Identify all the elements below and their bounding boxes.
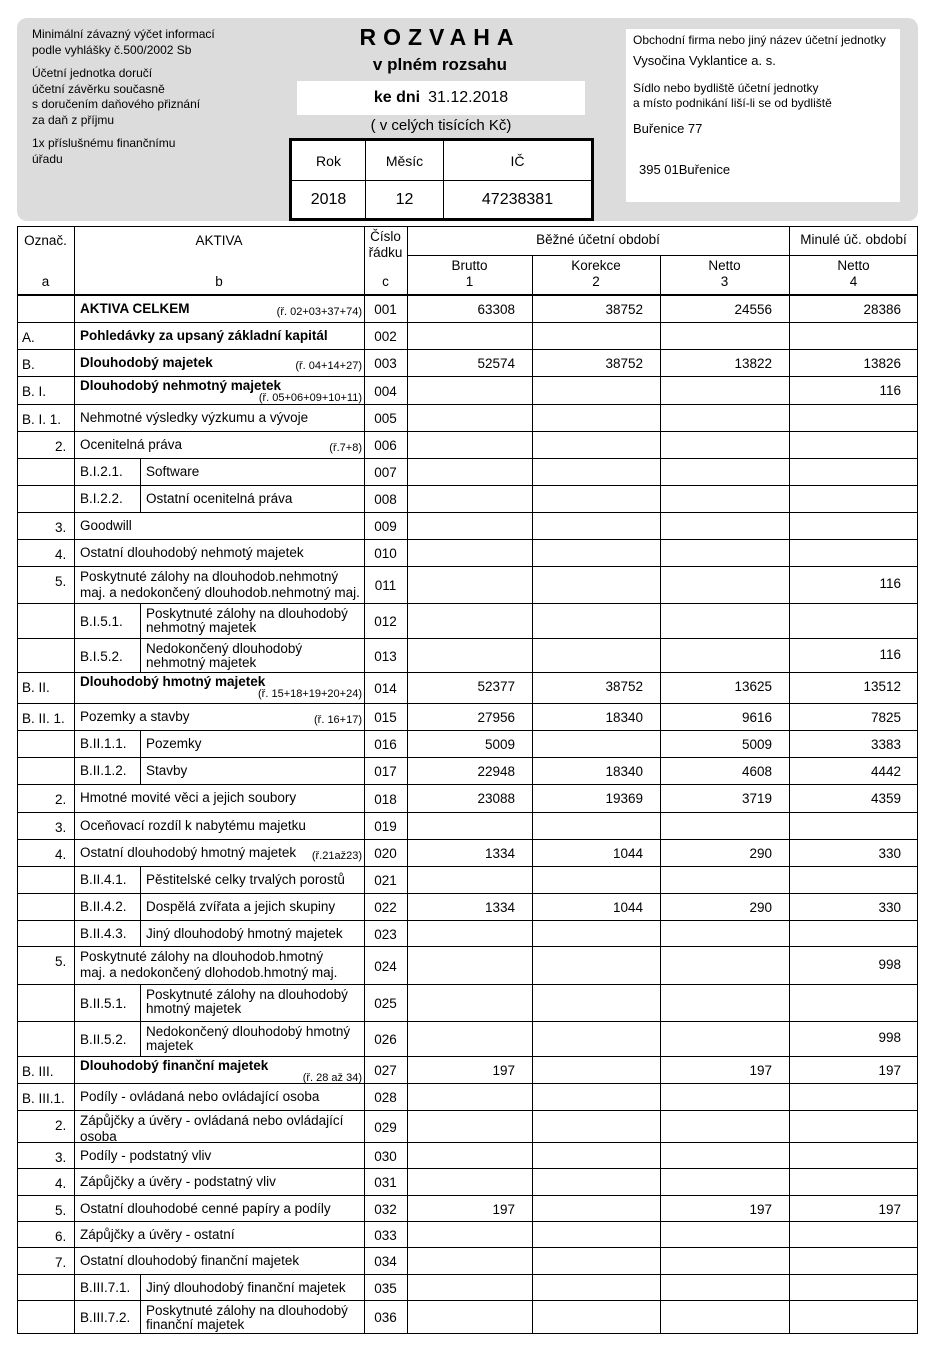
table-rule [140, 1301, 141, 1334]
value-brutto: 52574 [477, 356, 515, 371]
table-rule [17, 1056, 918, 1057]
row-number: 011 [374, 578, 397, 593]
row-subcode: B.III.7.2. [80, 1310, 131, 1325]
row-number: 016 [374, 737, 397, 752]
legal-notice-line: úřadu [32, 151, 63, 166]
row-number: 019 [374, 819, 397, 834]
row-subcode: B.II.4.3. [80, 926, 127, 941]
row-number: 020 [374, 846, 397, 861]
value-netto-prev: 7825 [870, 710, 901, 725]
value-netto-prev: 330 [878, 900, 901, 915]
value-korekce: 38752 [605, 356, 643, 371]
row-subcode: B.I.5.1. [80, 614, 123, 629]
row-number: 036 [374, 1310, 397, 1325]
row-label: Oceňovací rozdíl k nabytému majetku [80, 818, 306, 833]
header-sub-sub_brutto: Brutto [451, 258, 488, 273]
table-rule [17, 1333, 918, 1334]
value-korekce: 1044 [612, 900, 643, 915]
row-label-line2: maj. a nedokončený dlouhodob.nehmotný maj. [80, 585, 360, 600]
row-mark: B. III. [22, 1064, 54, 1079]
table-rule [140, 985, 141, 1022]
table-rule [17, 730, 918, 731]
row-label: Nehmotné výsledky výzkumu a vývoje [80, 410, 309, 425]
row-mark: 5. [55, 574, 67, 589]
row-formula-note: (ř. 28 až 34) [302, 1072, 362, 1084]
header-aktiva: AKTIVA [195, 233, 243, 248]
id-value-ic: 47238381 [481, 190, 554, 208]
row-subcode: B.II.5.2. [80, 1032, 127, 1047]
seat-label-2: a místo podnikání liší-li se od bydliště [633, 96, 832, 110]
table-rule [140, 486, 141, 513]
value-netto: 13625 [734, 679, 772, 694]
row-label-line2: nehmotný majetek [146, 655, 257, 670]
table-rule [140, 639, 141, 673]
row-number: 034 [374, 1254, 397, 1269]
row-label: Zápůjčky a úvěry - ovládaná nebo ovládající [80, 1113, 344, 1128]
row-subcode: B.II.5.1. [80, 996, 127, 1011]
row-formula-note: (ř. 04+14+27) [295, 360, 362, 372]
firm-label: Obchodní firma nebo jiný název účetní jednotky [633, 33, 886, 47]
id-table [289, 138, 594, 221]
table-rule [17, 458, 918, 459]
header-cislo-radku: Číslo řádku [368, 229, 403, 260]
row-subcode: B.III.7.1. [80, 1280, 131, 1295]
value-netto-prev: 116 [879, 383, 901, 398]
value-netto-prev: 4359 [870, 791, 901, 806]
row-label: Podíly - ovládaná nebo ovládající osoba [80, 1089, 320, 1104]
row-label: Hmotné movité věci a jejich soubory [80, 790, 297, 805]
value-brutto: 1334 [484, 846, 515, 861]
header-index-c: c [382, 274, 389, 289]
row-subcode: B.II.4.1. [80, 872, 127, 887]
id-header-mesic: Měsíc [366, 141, 444, 181]
legal-notice-line [32, 58, 215, 66]
table-rule [17, 539, 918, 540]
row-label-line2: majetek [146, 1038, 194, 1053]
value-netto-prev: 998 [878, 957, 901, 972]
header-bezne-obdobi: Běžné účetní období [536, 232, 660, 247]
row-mark: 3. [55, 1150, 67, 1165]
row-mark: B. I. [22, 384, 47, 399]
table-rule [17, 893, 918, 894]
row-label: Ostatní dlouhodobý finanční majetek [80, 1253, 300, 1268]
table-rule [17, 1195, 918, 1196]
row-label: Nedokončený dlouhodobý hmotný [146, 1024, 351, 1039]
row-number: 008 [374, 492, 397, 507]
row-label: Ostatní dlouhodobé cenné papíry a podíly [80, 1201, 331, 1216]
table-rule [17, 984, 918, 985]
row-label-line2: osoba [80, 1129, 117, 1144]
table-rule [17, 431, 918, 432]
row-label: Nedokončený dlouhodobý [146, 641, 303, 656]
firm-name: Vysočina Vyklantice a. s. [633, 53, 776, 68]
row-mark: 5. [55, 1203, 67, 1218]
row-label: Podíly - podstatný vliv [80, 1148, 212, 1163]
row-label: Dospělá zvířata a jejich skupiny [146, 899, 336, 914]
table-rule [140, 867, 141, 894]
id-header-rok: Rok [292, 141, 366, 181]
legal-notice-line [32, 128, 215, 136]
row-subcode: B.I.2.2. [80, 491, 123, 506]
table-rule [17, 512, 918, 513]
row-label: Zápůjčky a úvěry - podstatný vliv [80, 1174, 276, 1189]
table-rule [17, 757, 918, 758]
table-rule [17, 226, 918, 227]
table-rule [140, 1275, 141, 1301]
row-number: 027 [374, 1063, 397, 1078]
row-mark: 5. [55, 954, 67, 969]
value-netto: 4608 [741, 764, 772, 779]
row-number: 010 [374, 546, 397, 561]
row-label: Poskytnuté zálohy na dlouhodob.hmotný [80, 949, 324, 964]
row-mark: B. I. 1. [22, 412, 62, 427]
date-label: ke dni [373, 89, 421, 106]
legal-notice-line: s doručením daňového přiznání [32, 97, 201, 111]
value-netto-prev: 197 [878, 1063, 901, 1078]
value-netto-prev: 116 [879, 576, 901, 591]
table-rule [17, 1083, 918, 1084]
legal-notice [32, 27, 215, 167]
header-sub-sub_netto: Netto [708, 258, 741, 273]
value-netto-prev: 330 [878, 846, 901, 861]
row-subcode: B.I.5.2. [80, 649, 123, 664]
table-rule [17, 1021, 918, 1022]
row-mark: 4. [55, 1176, 67, 1191]
row-formula-note: (ř. 15+18+19+20+24) [258, 688, 362, 700]
table-rule [17, 920, 918, 921]
row-number: 003 [374, 356, 397, 371]
table-rule [17, 703, 918, 704]
row-label: Pozemky a stavby [80, 709, 190, 724]
firm-box [626, 29, 900, 202]
row-label: Ostatní dlouhodobý hmotný majetek [80, 845, 297, 860]
row-label: Pohledávky za upsaný základní kapitál [80, 328, 328, 343]
legal-notice-line: za daň z příjmu [32, 112, 115, 127]
row-number: 032 [374, 1202, 397, 1217]
row-number: 017 [374, 764, 397, 779]
legal-notice-line: podle vyhlášky č.500/2002 Sb [32, 42, 192, 57]
row-number: 014 [374, 681, 397, 696]
value-netto: 24556 [734, 302, 772, 317]
row-formula-note: (ř.21až23) [311, 850, 362, 862]
row-number: 009 [374, 519, 397, 534]
row-number: 002 [374, 329, 397, 344]
table-rule [17, 1274, 918, 1275]
header-minule-obdobi: Minulé úč. období [800, 232, 907, 247]
row-label: Dlouhodobý hmotný majetek [80, 674, 266, 689]
table-rule [17, 404, 918, 405]
header-sub-sub_korekce: Korekce [571, 258, 621, 273]
row-mark: 4. [55, 847, 67, 862]
id-header-ic: IČ [444, 141, 591, 181]
row-mark: 3. [55, 520, 67, 535]
row-label-line2: finanční majetek [146, 1317, 245, 1332]
row-number: 021 [374, 873, 397, 888]
value-netto: 13822 [734, 356, 772, 371]
row-formula-note: (ř.7+8) [329, 442, 362, 454]
legal-notice-line: Minimální závazný výčet informací [32, 27, 215, 41]
row-label: Dlouhodobý finanční majetek [80, 1058, 269, 1073]
table-rule [17, 839, 918, 840]
row-label: Ocenitelná práva [80, 437, 183, 452]
row-formula-note: (ř. 02+03+37+74) [276, 306, 362, 318]
value-netto-prev: 197 [878, 1202, 901, 1217]
row-mark: B. II. [22, 680, 50, 695]
table-rule [17, 1221, 918, 1222]
table-rule [140, 894, 141, 921]
value-korekce: 18340 [605, 710, 643, 725]
table-rule [17, 1142, 918, 1143]
table-rule [140, 758, 141, 785]
header-sub-sub_netto_prev: Netto [837, 258, 870, 273]
value-netto-prev: 998 [878, 1030, 901, 1045]
row-label: Software [146, 464, 200, 479]
row-number: 022 [374, 900, 397, 915]
value-korekce: 38752 [605, 302, 643, 317]
table-rule [17, 1247, 918, 1248]
row-formula-note: (ř. 16+17) [314, 714, 362, 726]
value-korekce: 18340 [605, 764, 643, 779]
row-label: Dlouhodobý majetek [80, 355, 213, 370]
address-line-1: Buřenice 77 [633, 121, 703, 136]
value-korekce: 19369 [605, 791, 643, 806]
row-number: 018 [374, 792, 397, 807]
row-number: 026 [374, 1032, 397, 1047]
row-label: AKTIVA CELKEM [80, 301, 190, 316]
table-rule [17, 294, 918, 296]
row-subcode: B.I.2.1. [80, 464, 123, 479]
header-index-b: b [215, 274, 223, 289]
row-subcode: B.II.1.2. [80, 763, 127, 778]
header-oznac: Označ. [24, 233, 67, 248]
legal-notice-line: účetní závěrku současně [32, 81, 165, 96]
row-label: Jiný dlouhodobý hmotný majetek [146, 926, 343, 941]
row-mark: A. [22, 330, 35, 345]
row-label: Dlouhodobý nehmotný majetek [80, 378, 282, 393]
row-subcode: B.II.1.1. [80, 736, 127, 751]
value-brutto: 23088 [477, 791, 515, 806]
document-subtitle: v plném rozsahu [372, 55, 508, 74]
value-korekce: 38752 [605, 679, 643, 694]
row-mark: B. [22, 357, 35, 372]
value-netto: 3719 [741, 791, 772, 806]
row-mark: B. II. 1. [22, 711, 65, 726]
row-label-line2: nehmotný majetek [146, 620, 257, 635]
table-rule [17, 638, 918, 639]
row-mark: 2. [55, 1118, 67, 1133]
value-brutto: 5009 [484, 737, 515, 752]
value-brutto: 52377 [477, 679, 515, 694]
value-netto-prev: 13826 [863, 356, 901, 371]
table-rule [17, 946, 918, 947]
table-rule [17, 349, 918, 350]
row-number: 035 [374, 1281, 397, 1296]
table-rule [17, 812, 918, 813]
row-label: Ostatní ocenitelná práva [146, 491, 293, 506]
row-number: 015 [374, 710, 397, 725]
row-label: Poskytnuté zálohy na dlouhodob.nehmotný [80, 569, 339, 584]
value-netto: 5009 [741, 737, 772, 752]
value-netto: 290 [749, 900, 772, 915]
row-label: Pěstitelské celky trvalých porostů [146, 872, 345, 887]
row-label: Poskytnuté zálohy na dlouhodobý [146, 987, 348, 1002]
row-mark: 6. [55, 1229, 67, 1244]
row-number: 013 [374, 649, 397, 664]
table-rule [17, 1110, 918, 1111]
table-rule [140, 604, 141, 639]
header-index-a: a [41, 274, 50, 289]
value-netto: 197 [749, 1063, 772, 1078]
id-value-mesic: 12 [366, 181, 444, 218]
row-number: 005 [374, 411, 397, 426]
row-number: 031 [374, 1175, 397, 1190]
id-value-rok: 2018 [292, 181, 366, 218]
value-netto: 9616 [741, 710, 772, 725]
row-mark: 3. [55, 820, 67, 835]
row-label: Stavby [146, 763, 188, 778]
row-mark: 7. [55, 1255, 67, 1270]
row-number: 001 [374, 302, 397, 317]
table-rule [140, 1022, 141, 1057]
value-brutto: 197 [492, 1202, 515, 1217]
row-label: Goodwill [80, 518, 132, 533]
value-netto-prev: 13512 [863, 679, 901, 694]
table-rule [17, 866, 918, 867]
value-brutto: 63308 [477, 302, 515, 317]
row-label: Poskytnuté zálohy na dlouhodobý [146, 1303, 348, 1318]
row-label-line2: maj. a nedokončený dlohodob.hmotný maj. [80, 965, 338, 980]
row-mark: 4. [55, 547, 67, 562]
row-number: 033 [374, 1228, 397, 1243]
row-number: 023 [374, 927, 397, 942]
table-rule [17, 672, 918, 673]
row-label: Jiný dlouhodobý finanční majetek [146, 1280, 346, 1295]
table-rule [17, 485, 918, 486]
address-line-2: 395 01Buřenice [639, 162, 731, 177]
row-number: 004 [374, 384, 397, 399]
row-number: 030 [374, 1149, 397, 1164]
table-rule [17, 566, 918, 567]
header-index-idx_1: 1 [465, 274, 474, 289]
value-korekce: 1044 [612, 846, 643, 861]
value-brutto: 27956 [477, 710, 515, 725]
table-rule [17, 1300, 918, 1301]
value-netto-prev: 116 [879, 647, 901, 662]
row-label: Zápůjčky a úvěry - ostatní [80, 1227, 235, 1242]
value-netto-prev: 28386 [863, 302, 901, 317]
value-netto: 290 [749, 846, 772, 861]
table-rule [140, 921, 141, 947]
legal-notice-line: 1x příslušnému finančnímu [32, 136, 176, 150]
row-mark: 2. [55, 792, 67, 807]
header-index-idx_2: 2 [592, 274, 600, 289]
value-brutto: 1334 [484, 900, 515, 915]
row-label-line2: hmotný majetek [146, 1001, 242, 1016]
row-label: Poskytnuté zálohy na dlouhodobý [146, 606, 348, 621]
value-netto: 197 [749, 1202, 772, 1217]
table-rule [17, 1168, 918, 1169]
date-box [297, 81, 585, 115]
value-netto-prev: 4442 [870, 764, 901, 779]
table-rule [17, 784, 918, 785]
row-number: 006 [374, 438, 397, 453]
header-index-idx_3: 3 [720, 274, 729, 289]
row-number: 028 [374, 1090, 397, 1105]
row-subcode: B.II.4.2. [80, 899, 127, 914]
row-number: 012 [374, 614, 397, 629]
table-rule [140, 731, 141, 758]
row-number: 025 [374, 996, 397, 1011]
table-rule [17, 322, 918, 323]
table-rule [17, 376, 918, 377]
value-netto-prev: 3383 [870, 737, 901, 752]
row-formula-note: (ř. 05+06+09+10+11) [258, 392, 362, 404]
row-label: Ostatní dlouhodobý nehmotý majetek [80, 545, 304, 560]
legal-notice-line: Účetní jednotka doručí [32, 66, 153, 80]
table-rule [140, 459, 141, 486]
row-mark: B. III.1. [22, 1091, 65, 1106]
seat-label-1: Sídlo nebo bydliště účetní jednotky [633, 81, 819, 95]
row-number: 029 [374, 1120, 397, 1135]
table-rule [407, 255, 918, 256]
table-rule [17, 603, 918, 604]
units-note: ( v celých tisících Kč) [370, 117, 512, 134]
row-mark: 2. [55, 439, 67, 454]
value-brutto: 197 [492, 1063, 515, 1078]
value-brutto: 22948 [477, 764, 515, 779]
row-label: Pozemky [146, 736, 202, 751]
row-number: 024 [374, 959, 397, 974]
document-title: ROZVAHA [359, 24, 521, 50]
row-number: 007 [374, 465, 397, 480]
date-value: 31.12.2018 [428, 89, 509, 106]
header-index-idx_4: 4 [849, 274, 858, 289]
